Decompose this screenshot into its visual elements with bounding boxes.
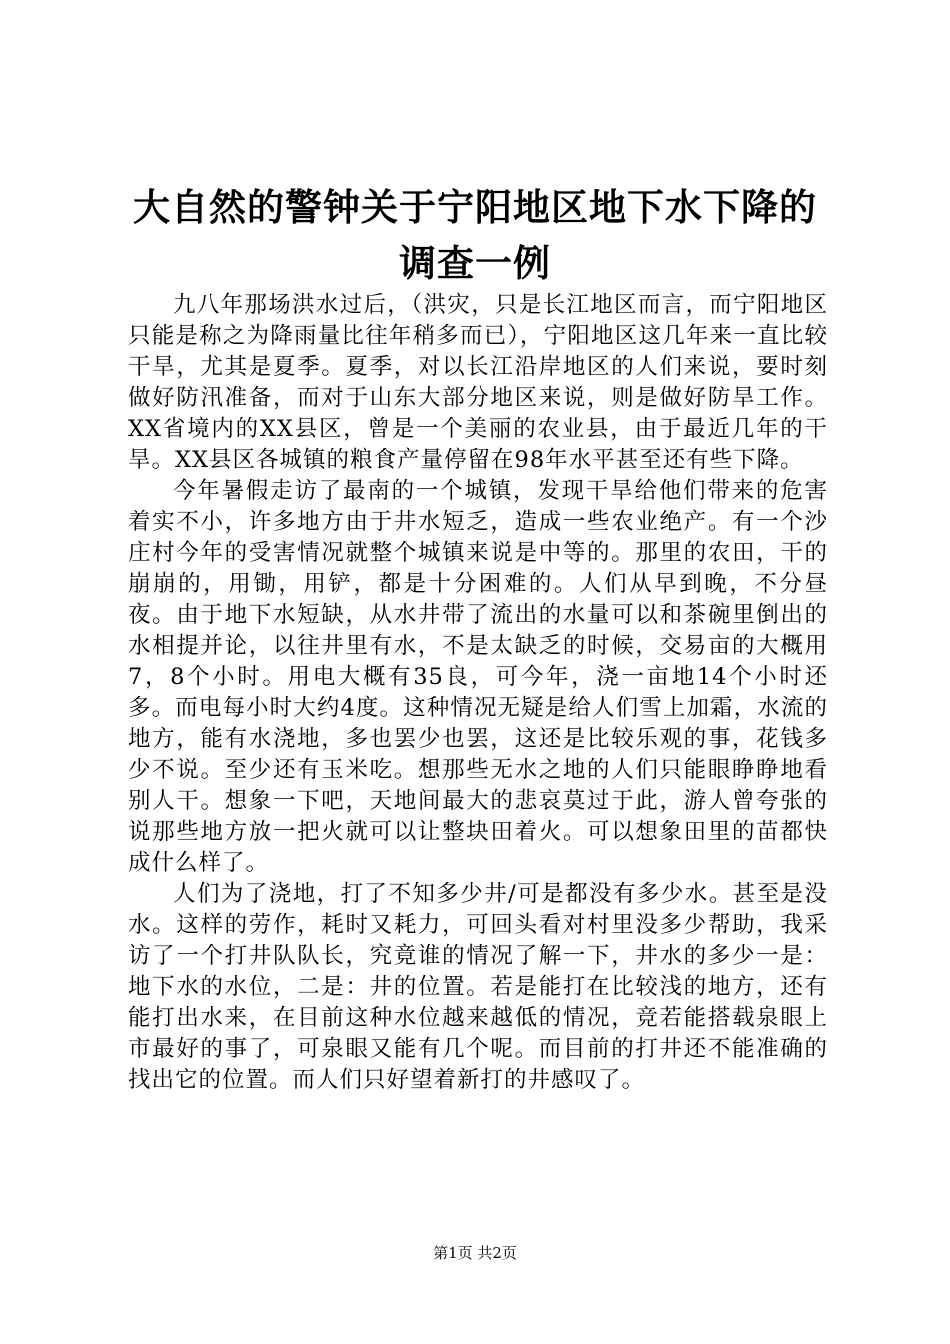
page-footer: 第1页 共2页: [433, 1244, 517, 1262]
paragraph-2: 今年暑假走访了最南的一个城镇，发现干旱给他们带来的危害着实不小，许多地方由于井水短乏，造成一些农业绝产。有一个沙庄村今年的受害情况就整个城镇来说是中等的。那里的农田，干的崩崩的，用锄，用铲，都是十分困难的。人们从早到晚，不分昼夜。由于地下水短缺，从水井带了流出的水量可以和茶碗里倒出的水相提并论，以往井里有水，不是太缺乏的时候，交易亩的大概用7，8个小时。用电大概有35良，可今年，浇一亩地14个小时还多。而电每小时大约4度。这种情况无疑是给人们雪上加霜，水流的地方，能有水浇地，多也罢少也罢，这还是比较乐观的事，花钱多少不说。至少还有玉米吃。想那些无水之地的人们只能眼睁睁地看别人干。想象一下吧，天地间最大的悲哀莫过于此，游人曾夸张的说那些地方放一把火就可以让整块田着火。可以想象田里的苗都快成什么样了。: [128, 478, 828, 876]
paragraph-1: 九八年那场洪水过后，（洪灾，只是长江地区而言，而宁阳地区只能是称之为降雨量比往年稍多而已），宁阳地区这几年来一直比较干旱，尤其是夏季。夏季，对以长江沿岸地区的人们来说，要时刻做好防汛准备，而对于山东大部分地区来说，则是做好防旱工作。XX省境内的XX县区，曾是一个美丽的农业县，由于最近几年的干旱。XX县区各城镇的粮食产量停留在98年水平甚至还有些下降。: [128, 292, 828, 473]
document-title: 大自然的警钟关于宁阳地区地下水下降的调查一例: [133, 186, 817, 285]
paragraph-3: 人们为了浇地，打了不知多少井/可是都没有多少水。甚至是没水。这样的劳作，耗时又耗力，可回头看对村里没多少帮助，我采访了一个打井队队长，究竟谁的情况了解一下，井水的多少一是：地下水的水位，二是：井的位置。若是能打在比较浅的地方，还有能打出水来，在目前这种水位越来越低的情况，竞若能搭载泉眼上市最好的事了，可泉眼又能有几个呢。而目前的打井还不能准确的找出它的位置。而人们只好望着新打的井感叹了。: [128, 881, 828, 1093]
document-body: [128, 290, 828, 1096]
